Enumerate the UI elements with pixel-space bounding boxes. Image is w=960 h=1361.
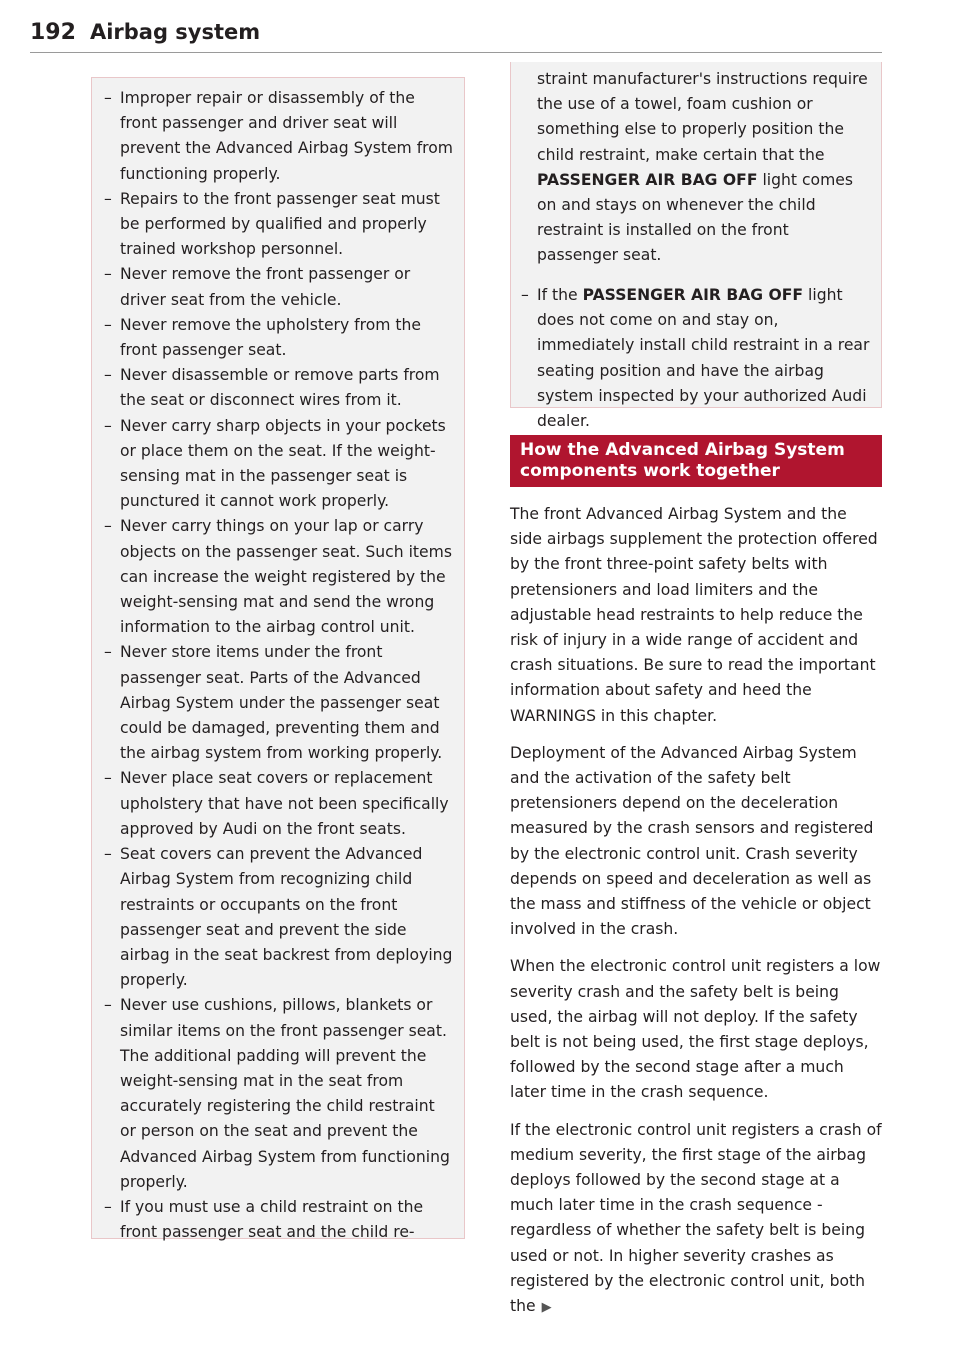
list-item: – Seat covers can prevent the Advanced Airbag System from recognizing child restraints or occupants on the front passenger seat and prevent the side airbag in the seat backrest from deploying properly. bbox=[104, 842, 454, 993]
warning-continuation: straint manufacturer's instructions require the use of a towel, foam cushion or something else to properly position the child restraint, make certain that the PASSENGER AIR BAG OFF light comes on and stays on whenever the child restraint is installed on the front passenger seat. bbox=[537, 70, 868, 265]
section-title: Airbag system bbox=[89, 20, 261, 44]
list-item: – Never carry sharp objects in your pockets or place them on the seat. If the weight-sensing mat in the passenger seat is punctured it cannot work properly. bbox=[104, 414, 454, 515]
page-number: 192 bbox=[30, 20, 76, 45]
warning-list-right bbox=[521, 283, 871, 434]
list-item: – Never disassemble or remove parts from the seat or disconnect wires from it. bbox=[104, 363, 454, 413]
list-item: – Never remove the upholstery from the front passenger seat. bbox=[104, 313, 454, 363]
list-item: – Never carry things on your lap or carry objects on the passenger seat. Such items can increase the weight registered by the weight-sensing mat and send the wrong information to the airbag control unit. bbox=[104, 514, 454, 640]
paragraph: When the electronic control unit registers a low severity crash and the safety belt is being used, the airbag will not deploy. If the safety belt is not being used, the first stage deploys, followed by the second stage after a much later time in the crash sequence. bbox=[510, 957, 881, 1102]
list-item: – Never use cushions, pillows, blankets or similar items on the front passenger seat. The additional padding will prevent the weight-sensing mat in the seat from accurately registering the child restraint or person on the seat and prevent the Advanced Airbag System from functioning properly. bbox=[104, 993, 454, 1195]
list-item: – Never place seat covers or replacement upholstery that have not been specifically approved by Audi on the front seats. bbox=[104, 766, 454, 842]
section-body bbox=[510, 502, 882, 1332]
continue-arrow-icon: ▶ bbox=[541, 1300, 552, 1316]
list-item: – Never remove the front passenger or driver seat from the vehicle. bbox=[104, 262, 454, 312]
paragraph: The front Advanced Airbag System and the side airbags supplement the protection offered by the front three-point safety belts with pretensioners and load limiters and the adjustable head restraints to help reduce the risk of injury in a wide range of accident and crash situations. Be sure to read the important information about safety and heed the WARNINGS in this chapter. bbox=[510, 505, 878, 725]
warning-list bbox=[104, 86, 454, 1245]
list-item: – Repairs to the front passenger seat must be performed by qualified and properly trained workshop personnel. bbox=[104, 187, 454, 263]
page-header bbox=[30, 20, 882, 53]
lamp-label: PASSENGER AIR BAG OFF bbox=[537, 170, 758, 189]
paragraph: Deployment of the Advanced Airbag System and the activation of the safety belt pretensioners depend on the deceleration measured by the crash sensors and registered by the electronic control unit. Crash severity depends on speed and deceleration as well as the mass and stiffness of the vehicle or object involved in the crash. bbox=[510, 743, 874, 939]
list-item: – If you must use a child restraint on the front passenger seat and the child re- bbox=[104, 1195, 454, 1245]
section-heading: How the Advanced Airbag System components work together bbox=[510, 435, 882, 487]
paragraph: If the electronic control unit registers a crash of medium severity, the first stage of the airbag deploys followed by the second stage at a much later time in the crash sequence - regardless of whether the safety belt is being used or not. In higher severity crashes as registered by the electronic control unit, both the ▶ bbox=[510, 1120, 882, 1316]
list-item: – If the PASSENGER AIR BAG OFF light does not come on and stay on, immediately install child restraint in a rear seating position and have the airbag system inspected by your authorized Audi dealer. bbox=[521, 283, 871, 434]
list-item: – Improper repair or disassembly of the front passenger and driver seat will prevent the Advanced Airbag System from functioning properly. bbox=[104, 86, 454, 187]
list-item: – Never store items under the front passenger seat. Parts of the Advanced Airbag System under the passenger seat could be damaged, preventing them and the airbag system from working properly. bbox=[104, 640, 454, 766]
lamp-label: PASSENGER AIR BAG OFF bbox=[582, 286, 804, 304]
